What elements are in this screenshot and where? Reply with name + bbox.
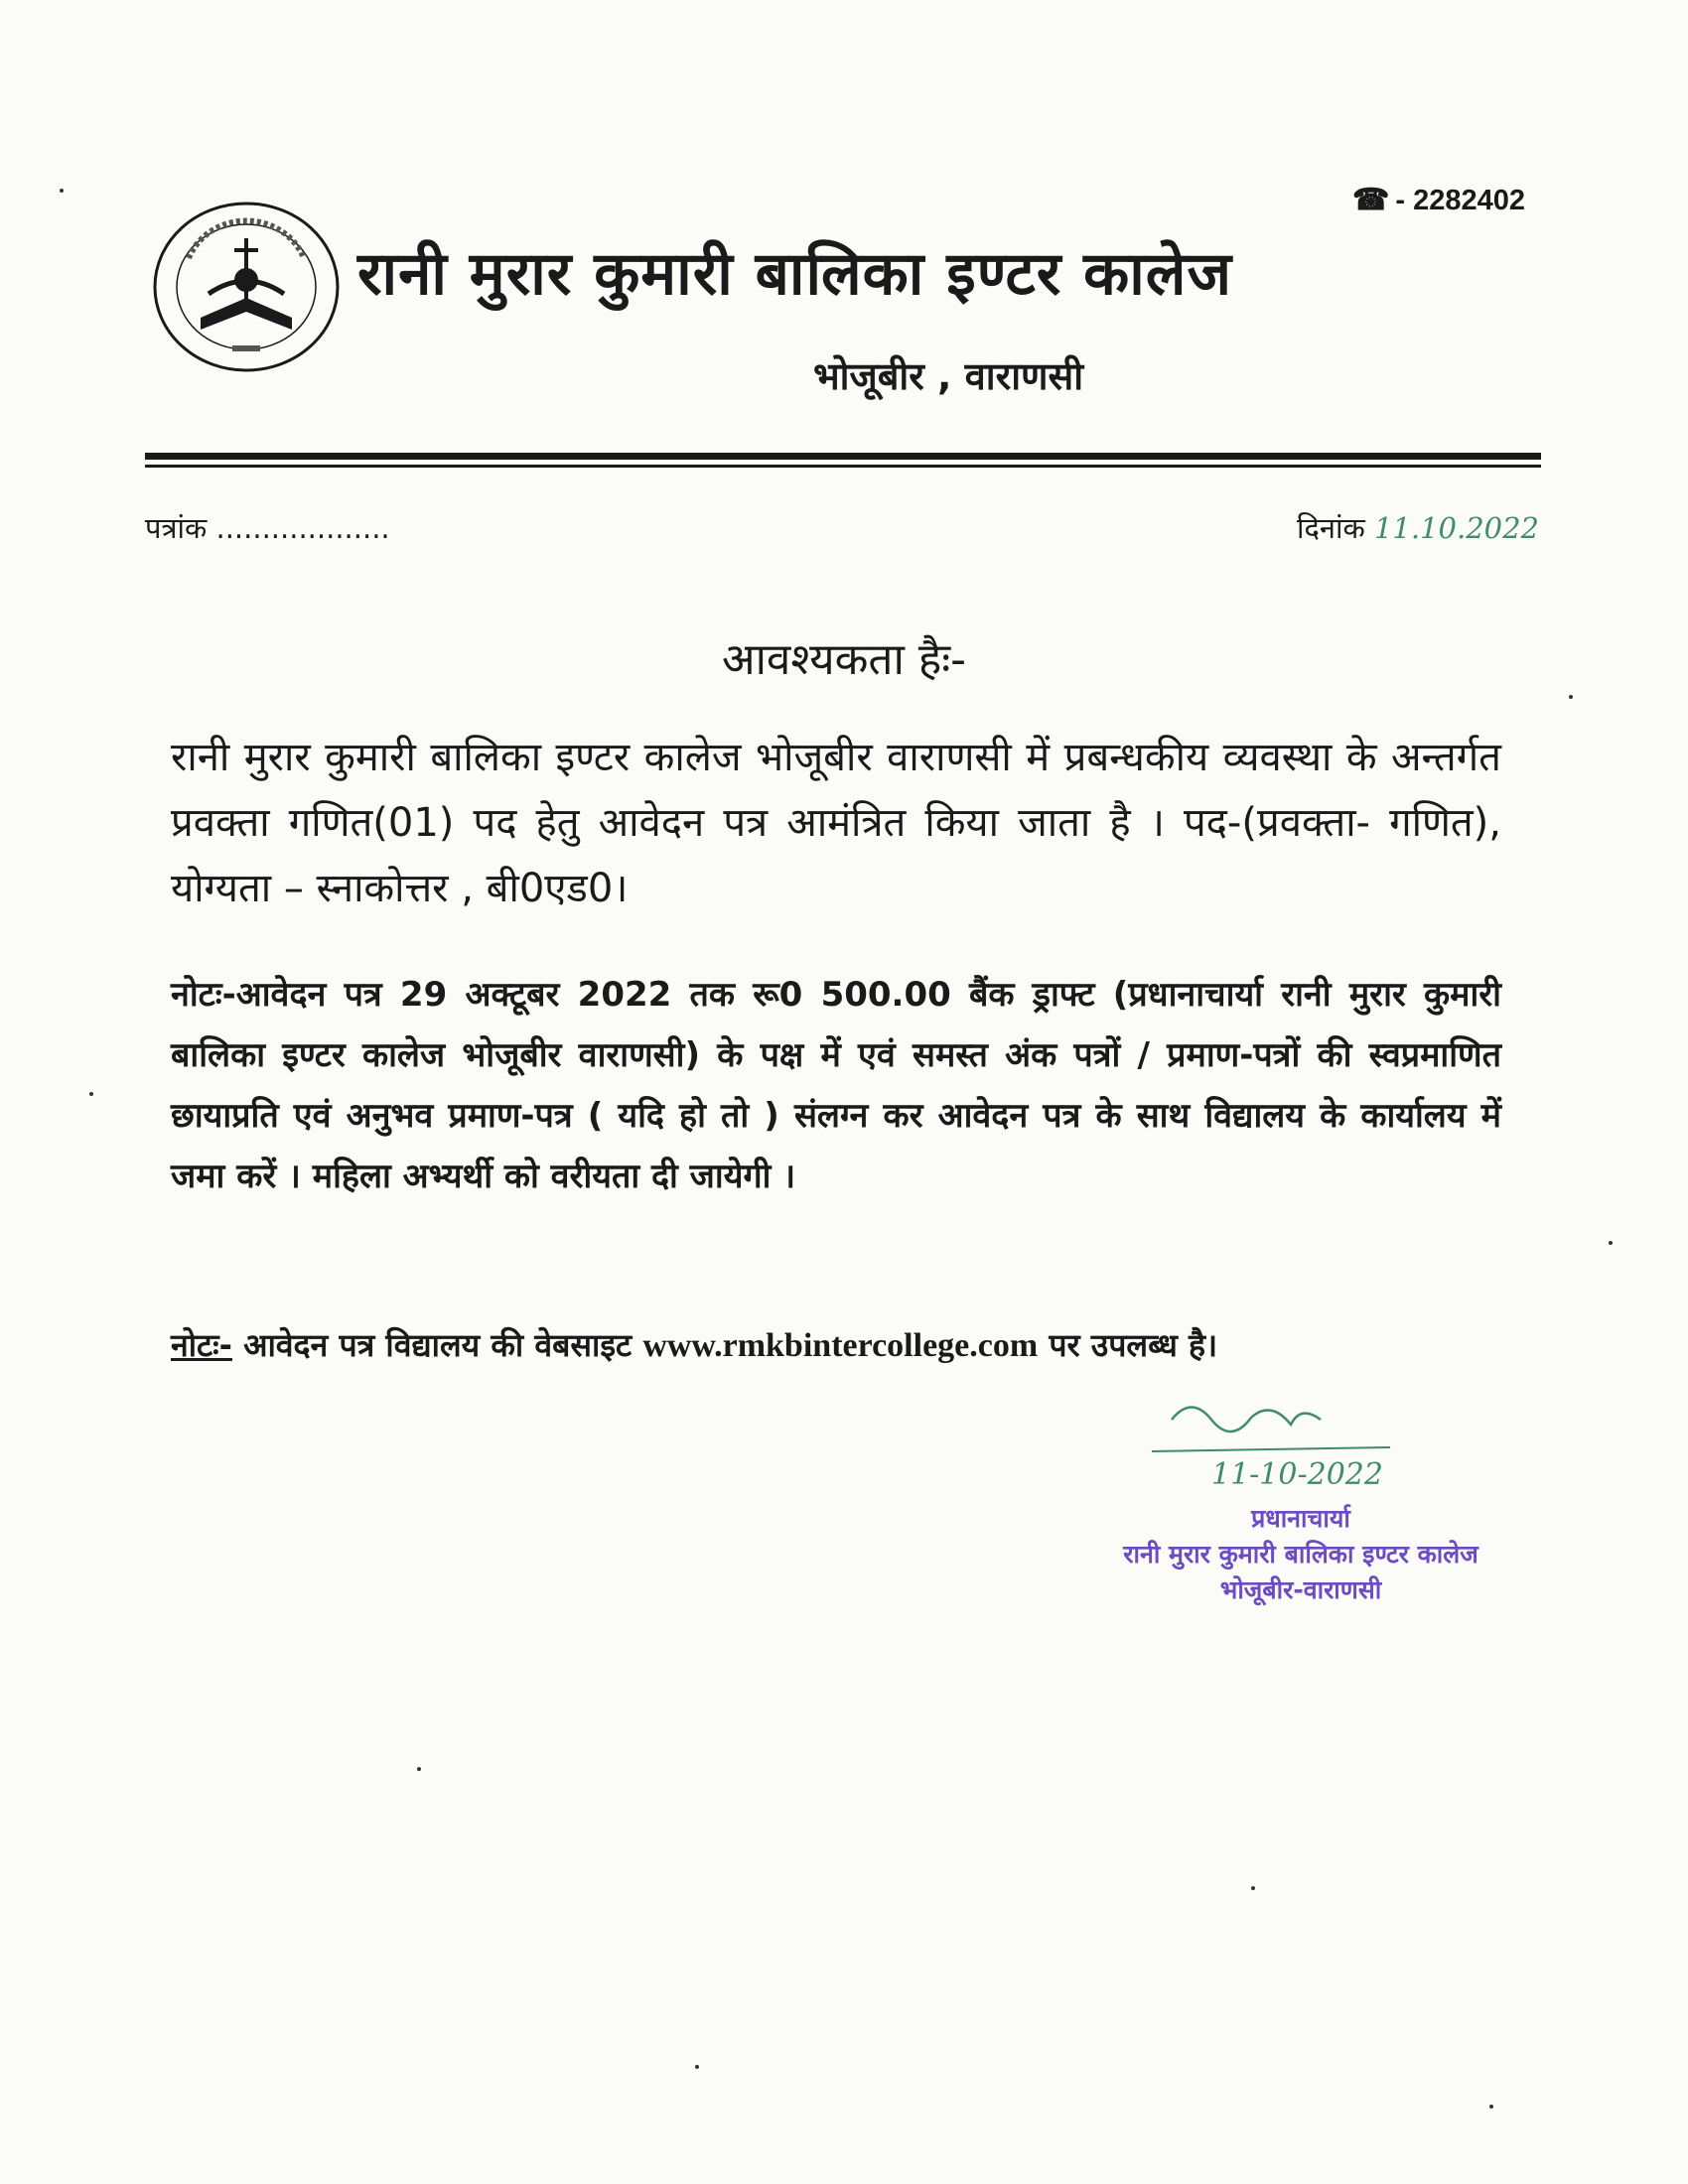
college-name: रानी मुरार कुमारी बालिका इण्टर कालेज [357,239,1232,309]
phone-value: - 2282402 [1395,185,1525,216]
scan-speck [89,1092,93,1096]
telephone-icon: ☎ [1352,184,1390,216]
scan-speck [1609,1241,1613,1245]
application-note: नोटः-आवेदन पत्र 29 अक्टूबर 2022 तक रू0 500.00 बैंक ड्राफ्ट (प्रधानाचार्या रानी मुरार कुमारी बालिका इण्टर कालेज भोजूबीर वाराणसी) के पक्ष में एवं समस्त अंक पत्रों / प्रमाण-पत्रों की स्वप्रमाणित छायाप्रति एवं अनुभव प्रमाण-पत्र ( यदि हो तो ) संलग्न कर आवेदन पत्र के साथ विद्यालय के कार्यालय में जमा करें । महिला अभ्यर्थी को वरीयता दी जायेगी । [171,975,1501,1196]
website-note-end: पर उपलब्ध है। [1049,1326,1218,1364]
ref-dots: ................... [215,511,390,545]
date-label: दिनांक [1296,511,1365,545]
website-note-text: आवेदन पत्र विद्यालय की वेबसाइट [243,1326,633,1364]
website-note-label: नोटः- [171,1326,232,1364]
stamp-college: रानी मुरार कुमारी बालिका इण्टर कालेज [1123,1540,1478,1569]
header-divider [145,453,1541,460]
notice-heading: आवश्यकता हैः- [721,634,967,685]
website-url[interactable]: www.rmkbintercollege.com [642,1327,1039,1364]
college-location: भोजूबीर , वाराणसी [812,354,1084,398]
date-value: 11.10.2022 [1373,511,1539,545]
reference-line [145,508,390,547]
signature-date: 11-10-2022 [1211,1457,1383,1492]
scan-speck [1251,1886,1255,1890]
date-line [1297,508,1539,547]
website-note [171,1323,1541,1366]
scan-speck [695,2065,699,2069]
ref-label: पत्रांक [145,511,208,545]
scan-speck [417,1767,421,1771]
header-divider-thin [145,465,1541,468]
stamp-title: प्रधानाचार्या [1251,1504,1350,1533]
scan-speck [60,189,64,193]
scan-speck [1489,2105,1493,2109]
vacancy-paragraph: रानी मुरार कुमारी बालिका इण्टर कालेज भोजूबीर वाराणसी में प्रबन्धकीय व्यवस्था के अन्तर्गत प्रवक्ता गणित(01) पद हेतु आवेदन पत्र आमंत्रित किया जाता है । पद-(प्रवक्ता- गणित), योग्यता – स्नाकोत्तर , बी0एड0। [171,735,1501,911]
phone-number [1352,183,1525,217]
scan-speck [1569,695,1573,699]
stamp-place: भोजूबीर-वाराणसी [1219,1575,1382,1604]
